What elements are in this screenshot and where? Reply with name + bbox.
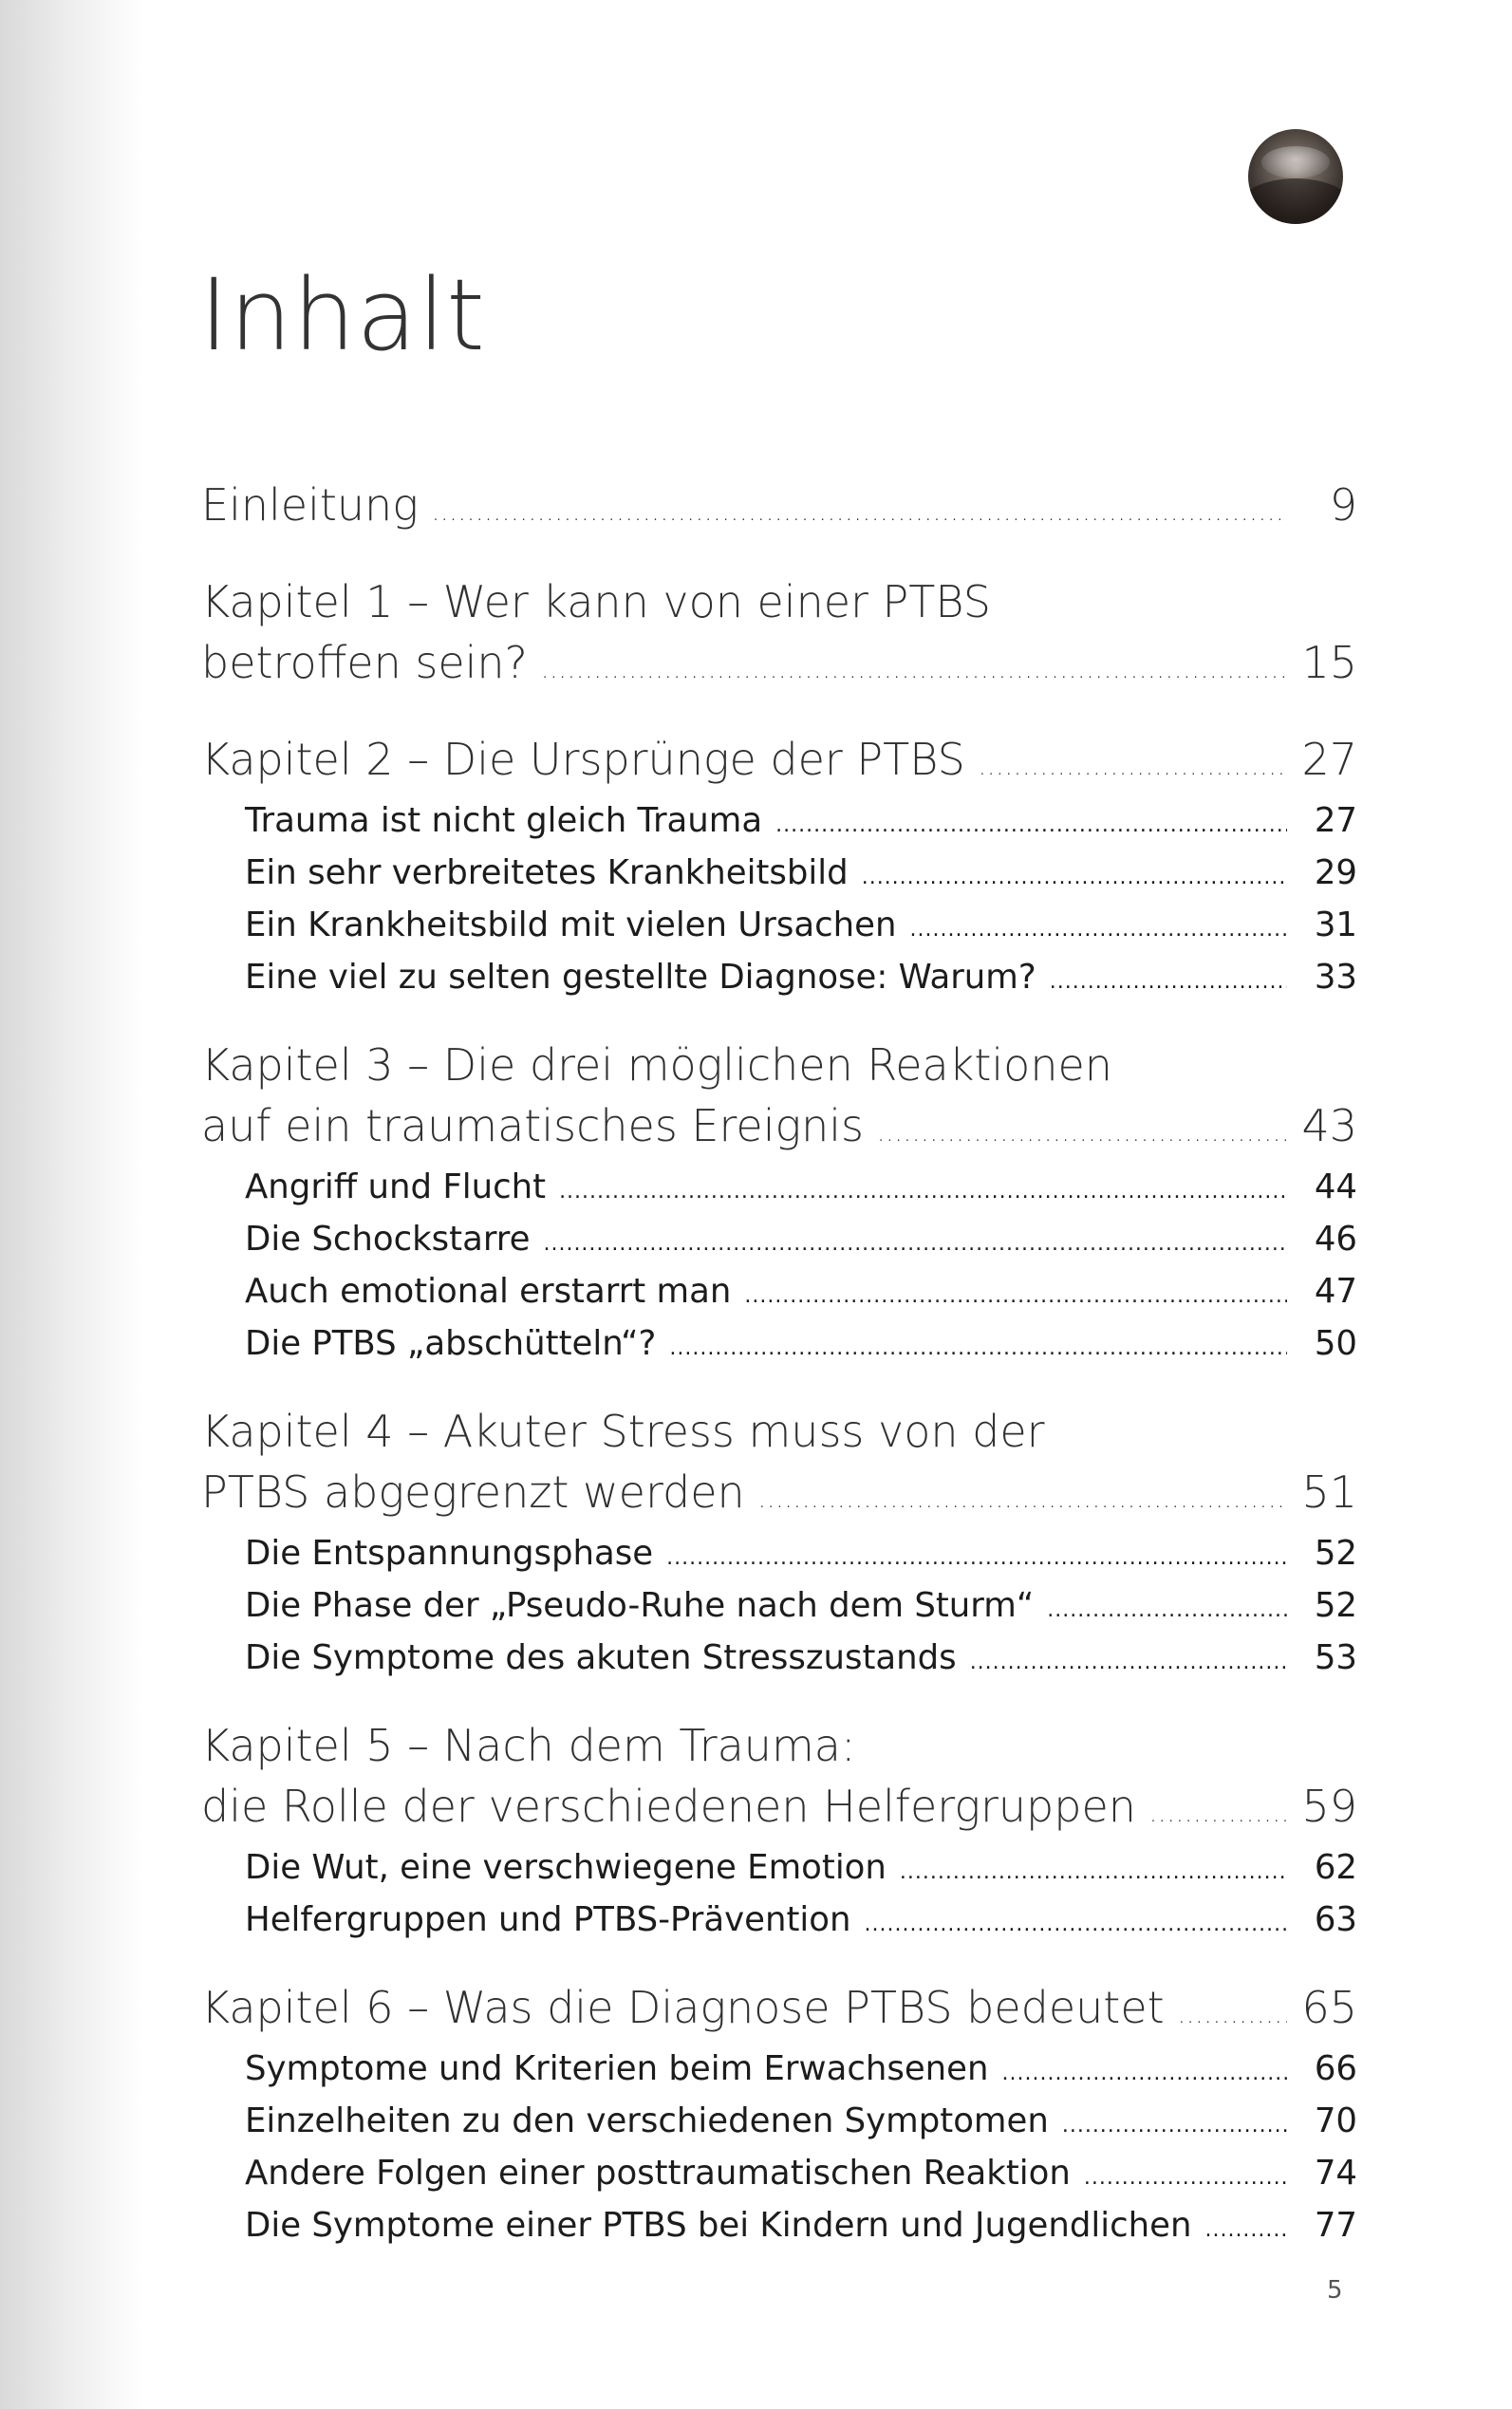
chapter-emblem-icon <box>1248 129 1343 224</box>
toc-subentry-page: 33 <box>1314 958 1357 997</box>
toc-entry-title: Kapitel 1 – Wer kann von einer PTBS <box>201 576 991 627</box>
toc-subentry[interactable] <box>245 2098 1357 2150</box>
toc-subentry[interactable] <box>245 850 1357 902</box>
toc-chapter-1-line2[interactable] <box>201 632 1357 700</box>
toc-entry-title: die Rolle der verschiedenen Helfergruppen <box>201 1781 1136 1832</box>
toc-chapter-3 <box>201 1035 1357 1373</box>
emblem-wave <box>1248 178 1343 224</box>
toc-subentry-page: 70 <box>1314 2101 1357 2140</box>
toc-entry-page: 59 <box>1301 1781 1357 1832</box>
dot-leader <box>744 1273 1287 1320</box>
toc-chapter-1 <box>201 571 1357 700</box>
toc-subentry-page: 27 <box>1314 801 1357 840</box>
toc-entry-page: 65 <box>1301 1982 1357 2033</box>
toc-subentry-title: Ein Krankheitsbild mit vielen Ursachen <box>245 906 897 944</box>
toc-entry-title: Kapitel 2 – Die Ursprünge der PTBS <box>201 734 965 785</box>
dot-leader <box>910 906 1288 954</box>
toc-subentry[interactable] <box>245 1268 1357 1320</box>
toc-subentry[interactable] <box>245 2045 1357 2098</box>
toc-subentry-title: Die Entspannungsphase <box>245 1534 654 1573</box>
toc-entry-title: Einleitung <box>201 479 419 531</box>
toc-subentry-title: Einzelheiten zu den verschiedenen Symptomen <box>245 2101 1049 2140</box>
dot-leader <box>1050 959 1287 1006</box>
dot-leader <box>758 1469 1287 1530</box>
toc-subentry-title: Symptome und Kriterien beim Erwachsenen <box>245 2049 989 2088</box>
toc-entry-title: Kapitel 4 – Akuter Stress muss von der <box>201 1406 1045 1457</box>
page-number: 5 <box>1327 2276 1343 2305</box>
dot-leader <box>1062 2102 1287 2150</box>
toc-subentry-page: 47 <box>1314 1272 1357 1311</box>
toc-chapter-6 <box>201 1977 1357 2254</box>
toc-subentry-title: Die Symptome einer PTBS bei Kindern und Jugendlichen <box>245 2206 1192 2245</box>
toc-chapter-3-line2[interactable] <box>201 1095 1357 1164</box>
toc-subentry[interactable] <box>245 1530 1357 1582</box>
toc-entry-title: Kapitel 5 – Nach dem Trauma: <box>201 1720 856 1771</box>
toc-subentry[interactable] <box>245 797 1357 850</box>
toc-subentry-title: Angriff und Flucht <box>245 1167 547 1206</box>
toc-subentry-title: Helfergruppen und PTBS-Prävention <box>245 1900 851 1939</box>
toc-chapter-5-line1[interactable] <box>201 1715 1357 1776</box>
toc-subentry-page: 63 <box>1314 1900 1357 1939</box>
toc-chapter-4-line1[interactable] <box>201 1401 1357 1462</box>
toc-entry-title: PTBS abgegrenzt werden <box>201 1466 745 1518</box>
toc-subentry-title: Trauma ist nicht gleich Trauma <box>245 801 763 840</box>
dot-leader <box>900 1849 1287 1896</box>
toc-subentry[interactable] <box>245 1844 1357 1896</box>
toc-subentry[interactable] <box>245 1320 1357 1373</box>
dot-leader <box>1084 2155 1287 2202</box>
toc-intro <box>201 475 1357 543</box>
dot-leader <box>775 802 1287 850</box>
dot-leader <box>862 854 1287 902</box>
page-spine-shadow <box>0 0 142 2409</box>
toc-entry-intro[interactable] <box>201 475 1357 543</box>
toc-subentry-page: 53 <box>1314 1638 1357 1677</box>
dot-leader <box>865 1901 1288 1949</box>
dot-leader <box>559 1168 1287 1216</box>
dot-leader <box>1002 2050 1287 2098</box>
toc-entry-page: 51 <box>1301 1466 1357 1518</box>
toc-subentry-title: Ein sehr verbreitetes Krankheitsbild <box>245 853 849 892</box>
dot-leader <box>970 1639 1287 1687</box>
toc-subentry-title: Die Schockstarre <box>245 1220 531 1259</box>
toc-subentry-title: Die PTBS „abschütteln“? <box>245 1324 657 1363</box>
toc-subentry[interactable] <box>245 1634 1357 1687</box>
toc-subentry-page: 50 <box>1314 1324 1357 1363</box>
toc-subentry-title: Andere Folgen einer posttraumatischen Reaktion <box>245 2154 1071 2193</box>
toc-subentry[interactable] <box>245 2150 1357 2202</box>
toc-entry-title: Kapitel 3 – Die drei möglichen Reaktionen <box>201 1039 1112 1091</box>
toc-chapter-1-line1[interactable] <box>201 571 1357 632</box>
table-of-contents <box>201 475 1357 2283</box>
emblem-gloss <box>1261 146 1330 178</box>
toc-chapter-5 <box>201 1715 1357 1949</box>
dot-leader <box>669 1325 1287 1373</box>
toc-subentry-page: 31 <box>1314 906 1357 944</box>
toc-chapter-6-title[interactable] <box>201 1977 1357 2045</box>
toc-subentry-page: 46 <box>1314 1220 1357 1259</box>
toc-entry-page: 15 <box>1301 637 1357 688</box>
dot-leader <box>543 1221 1287 1268</box>
toc-subentry-page: 44 <box>1314 1167 1357 1206</box>
dot-leader <box>1149 1783 1287 1844</box>
toc-subentry[interactable] <box>245 954 1357 1006</box>
toc-subentry[interactable] <box>245 1216 1357 1268</box>
toc-chapter-3-line1[interactable] <box>201 1035 1357 1095</box>
toc-subentry-page: 52 <box>1314 1534 1357 1573</box>
toc-subentry-page: 66 <box>1314 2049 1357 2088</box>
toc-subentry-page: 77 <box>1314 2206 1357 2245</box>
toc-subentry-title: Die Wut, eine verschwiegene Emotion <box>245 1848 887 1887</box>
dot-leader <box>666 1535 1287 1582</box>
toc-subentry[interactable] <box>245 1896 1357 1949</box>
toc-subentry[interactable] <box>245 1164 1357 1216</box>
toc-subentry[interactable] <box>245 902 1357 954</box>
toc-entry-title: betroffen sein? <box>201 637 528 688</box>
toc-subentry-title: Die Phase der „Pseudo-Ruhe nach dem Sturm“ <box>245 1586 1035 1625</box>
page-title: Inhalt <box>199 257 486 373</box>
toc-subentry-title: Auch emotional erstarrt man <box>245 1272 732 1311</box>
toc-subentry-title: Die Symptome des akuten Stresszustands <box>245 1638 957 1677</box>
dot-leader <box>432 482 1287 543</box>
dot-leader <box>877 1103 1287 1164</box>
toc-entry-page: 43 <box>1301 1100 1357 1151</box>
dot-leader <box>1178 1985 1287 2045</box>
toc-subentry[interactable] <box>245 1582 1357 1634</box>
toc-subentry-page: 52 <box>1314 1586 1357 1625</box>
toc-entry-title: auf ein traumatisches Ereignis <box>201 1100 864 1151</box>
dot-leader <box>541 640 1287 700</box>
toc-chapter-5-line2[interactable] <box>201 1776 1357 1844</box>
dot-leader <box>1047 1587 1287 1634</box>
toc-entry-page: 9 <box>1329 479 1357 531</box>
toc-subentry-page: 29 <box>1314 853 1357 892</box>
toc-chapter-4-line2[interactable] <box>201 1462 1357 1530</box>
toc-subentry[interactable] <box>245 2202 1357 2254</box>
toc-entry-title: Kapitel 6 – Was die Diagnose PTBS bedeutet <box>201 1982 1165 2033</box>
toc-subentry-page: 62 <box>1314 1848 1357 1887</box>
dot-leader <box>979 737 1287 797</box>
toc-subentry-page: 74 <box>1314 2154 1357 2193</box>
toc-chapter-2-title[interactable] <box>201 729 1357 797</box>
dot-leader <box>1204 2207 1287 2254</box>
toc-chapter-2 <box>201 729 1357 1006</box>
toc-subentry-title: Eine viel zu selten gestellte Diagnose: Warum? <box>245 958 1036 997</box>
toc-entry-page: 27 <box>1301 734 1357 785</box>
toc-chapter-4 <box>201 1401 1357 1687</box>
